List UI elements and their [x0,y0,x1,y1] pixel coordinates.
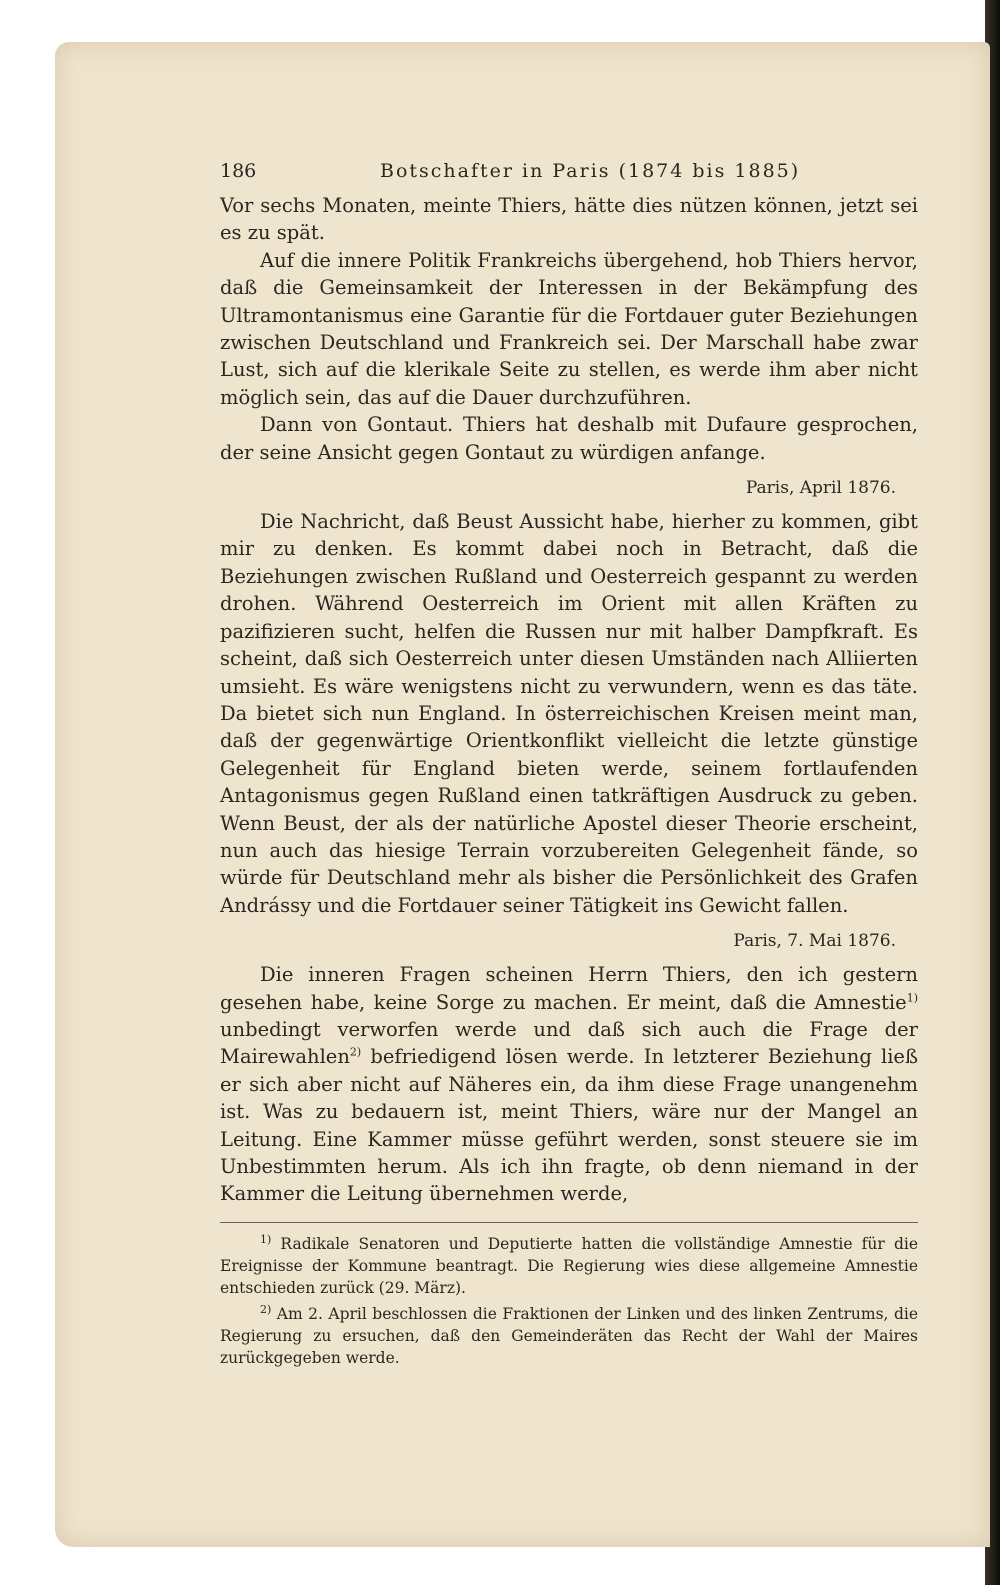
dateline-may-1876: Paris, 7. Mai 1876. [733,931,896,952]
paragraph-1: Vor sechs Monaten, meinte Thiers, hätte dies nützen können, jetzt sei es zu spät. [220,194,918,245]
footnote-1-text: Radikale Senatoren und Deputierte hatten die vollständige Amnestie für die Ereignisse der Kommune beantragt. Die Regierung wies diese allgemeine Amnestie entschieden zurück (29. März). [220,1234,918,1297]
paragraph-5-part-c: befriedigend lösen werde. In letzterer Beziehung ließ er sich aber nicht auf Näheres ein, da ihm diese Frage unangenehm ist. Was zu bedauern ist, meint Thiers, wäre nur der Mangel an Leitung. Eine Kammer müsse geführt werden, sonst steuere sie im Unbestimmten herum. Als ich ihn fragte, ob denn niemand in der Kammer die Leitung übernehmen werde, [220,1045,918,1206]
footnote-2 [220,1303,918,1369]
footnote-1 [220,1233,918,1299]
running-title: Botschafter in Paris (1874 bis 1885) [380,160,801,182]
running-head [220,158,918,192]
page-text-block [220,158,918,1373]
footnote-2-text: Am 2. April beschlossen die Fraktionen der Linken und des linken Zentrums, die Regierung zu ersuchen, daß den Gemeinderäten das Recht der Wahl der Maires zurückgegeben werde. [220,1304,918,1367]
paragraph-4: Die Nachricht, daß Beust Aussicht habe, hierher zu kommen, gibt mir zu denken. Es kommt dabei noch in Betracht, daß die Beziehungen zwischen Rußland und Oesterreich gespannt zu werden drohen. Während Oesterreich im Orient mit allen Kräften zu pazifizieren sucht, helfen die Russen nur mit halber Dampfkraft. Es scheint, daß sich Oesterreich unter diesen Umständen nach Alliierten umsieht. Es wäre wenigstens nicht zu verwundern, wenn es das täte. Da bietet sich nun England. In österreichischen Kreisen meint man, daß der gegenwärtige Orientkonflikt vielleicht die letzte günstige Gelegenheit für England bieten werde, seinem fortlaufenden Antagonismus gegen Rußland einen tatkräftigen Ausdruck zu geben. Wenn Beust, der als der natürliche Apostel dieser Theorie erscheint, nun auch das hiesige Terrain vorzubereiten Gelegenheit fände, so würde für Deutschland mehr als bisher die Persönlichkeit des Grafen Andrássy und die Fortdauer seiner Tätigkeit ins Gewicht fallen. [220,510,918,917]
footnote-ref-1: 1) [906,991,918,1005]
paragraph-5-part-b: unbedingt verworfen werde und daß sich auch die Frage der Mairewahlen [220,1017,918,1069]
paragraph-3: Dann von Gontaut. Thiers hat deshalb mit Dufaure gesprochen, der seine Ansicht gegen Gontaut zu würdigen anfange. [220,413,918,464]
page-number: 186 [220,160,257,182]
paragraph-2: Auf die innere Politik Frankreichs übergehend, hob Thiers hervor, daß die Gemeinsamkeit der Interessen in der Bekämpfung des Ultramontanismus eine Garantie für die Fortdauer guter Beziehungen zwischen Deutschland und Frankreich sei. Der Marschall habe zwar Lust, sich auf die klerikale Seite zu stellen, es werde ihm aber nicht möglich sein, das auf die Dauer durchzuführen. [220,248,918,409]
dateline-april-1876: Paris, April 1876. [745,478,896,499]
paragraph-5-part-a: Die inneren Fragen scheinen Herrn Thiers, den ich gestern gesehen habe, keine Sorge zu machen. Er meint, daß die Amnestie [220,963,918,1014]
footnote-divider [220,1222,918,1223]
paragraph-5 [220,961,918,1208]
footnote-ref-2: 2) [349,1045,362,1059]
footnote-2-marker: 2) [260,1302,272,1316]
footnote-1-marker: 1) [260,1232,272,1246]
